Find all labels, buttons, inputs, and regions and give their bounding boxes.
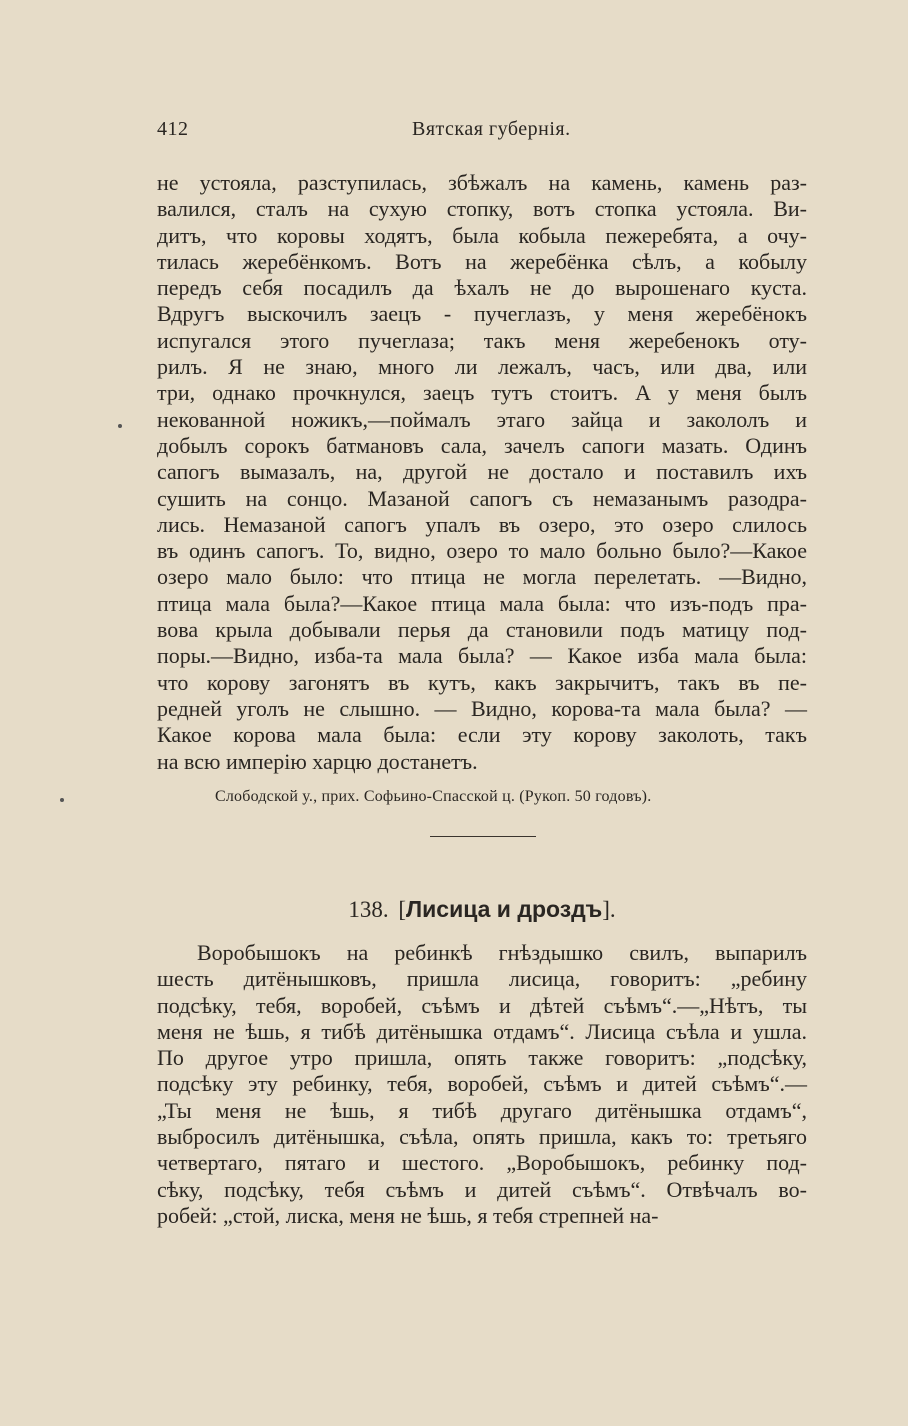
section-divider: [430, 836, 536, 837]
text-line: сѣку, подсѣку, тебя съѣмъ и дитей съѣмъ“. Отвѣчалъ во-: [157, 1176, 807, 1202]
text-line: добылъ сорокъ батмановъ сала, зачелъ сапоги мазать. Одинъ: [157, 432, 807, 458]
text-line: некованной ножикъ,—поймалъ этаго зайца и закололъ и: [157, 406, 807, 432]
text-line: четвертаго, пятаго и шестого. „Воробышокъ, ребинку под-: [157, 1150, 807, 1176]
text-line: подсѣку, тебя, воробей, съѣмъ и дѣтей съѣмъ“.—„Нѣтъ, ты: [157, 992, 807, 1018]
story-title: Лисица и дроздъ: [406, 896, 603, 922]
text-line: редней уголъ не слышно. — Видно, корова-та мала была? —: [157, 695, 807, 721]
source-note: Слободской у., прих. Софьино-Спасской ц. (Рукоп. 50 годовъ).: [215, 788, 652, 805]
text-line: валился, сталъ на сухую стопку, вотъ стопка устояла. Ви-: [157, 196, 807, 222]
text-line: По другое утро пришла, опять также говоритъ: „подсѣку,: [157, 1045, 807, 1071]
text-line: робей: „стой, лиска, меня не ѣшь, я тебя стрепней на-: [157, 1202, 659, 1228]
text-line: рилъ. Я не знаю, много ли лежалъ, часъ, или два, или: [157, 354, 807, 380]
text-line: передъ себя посадилъ да ѣхалъ не до вырошенаго куста.: [157, 275, 807, 301]
text-line: выбросилъ дитёнышка, съѣла, опять пришла, какъ то: третьяго: [157, 1124, 807, 1150]
story-text: [157, 940, 807, 1229]
text-line: Какое корова мала была: если эту корову заколоть, такъ: [157, 722, 807, 748]
text-line: на всю имперію харцю достанетъ.: [157, 748, 478, 774]
text-line: озеро мало было: что птица не могла перелетать. —Видно,: [157, 564, 807, 590]
text-line: меня не ѣшь, я тибѣ дитёнышка отдамъ“. Лисица съѣла и ушла.: [157, 1018, 807, 1044]
page-number: 412: [157, 118, 189, 140]
margin-mark: [60, 798, 64, 802]
text-line: не устояла, разступилась, збѣжалъ на камень, камень раз-: [157, 170, 807, 195]
text-line: вова крыла добывали перья да становили подъ матицу под-: [157, 617, 807, 643]
text-line: тилась жеребёнкомъ. Вотъ на жеребёнка сѣлъ, а кобылу: [157, 248, 807, 274]
text-line: подсѣку эту ребинку, тебя, воробей, съѣмъ и дитей съѣмъ“.—: [157, 1071, 807, 1097]
text-line: птица мала была?—Какое птица мала была: что изъ-подъ пра-: [157, 590, 807, 616]
text-line: шесть дитёнышковъ, пришла лисица, говоритъ: „ребину: [157, 966, 807, 992]
continued-story-text: [157, 170, 807, 775]
story-number: 138.: [348, 897, 389, 922]
text-line: дитъ, что коровы ходятъ, была кобыла пежеребята, а очу-: [157, 222, 807, 248]
text-line: что корову загонятъ въ кутъ, какъ закрычитъ, такъ въ пе-: [157, 669, 807, 695]
text-line: въ одинъ сапогъ. То, видно, озеро то мало больно было?—Какое: [157, 538, 807, 564]
margin-mark: [118, 424, 122, 428]
running-title: Вятская губернія.: [412, 118, 571, 140]
page-header: [157, 118, 817, 148]
text-line: „Ты меня не ѣшь, я тибѣ другаго дитёнышка отдамъ“,: [157, 1097, 807, 1123]
text-line: три, однако прочкнулся, заецъ тутъ стоитъ. А у меня былъ: [157, 380, 807, 406]
story-heading: 138. [Лисица и дроздъ].: [348, 896, 616, 922]
text-line: Воробышокъ на ребинкѣ гнѣздышко свилъ, выпарилъ: [197, 940, 807, 965]
text-line: лись. Немазаной сапогъ упалъ въ озеро, это озеро слилось: [157, 511, 807, 537]
text-line: испугался этого пучеглаза; такъ меня жеребенокъ оту-: [157, 327, 807, 353]
text-line: Вдругъ выскочилъ заецъ - пучеглазъ, у меня жеребёнокъ: [157, 301, 807, 327]
text-line: сапогъ вымазалъ, на, другой не достало и поставилъ ихъ: [157, 459, 807, 485]
text-line: поры.—Видно, изба-та мала была? — Какое изба мала была:: [157, 643, 807, 669]
text-line: сушить на сонцо. Мазаной сапогъ съ немазанымъ разодра-: [157, 485, 807, 511]
